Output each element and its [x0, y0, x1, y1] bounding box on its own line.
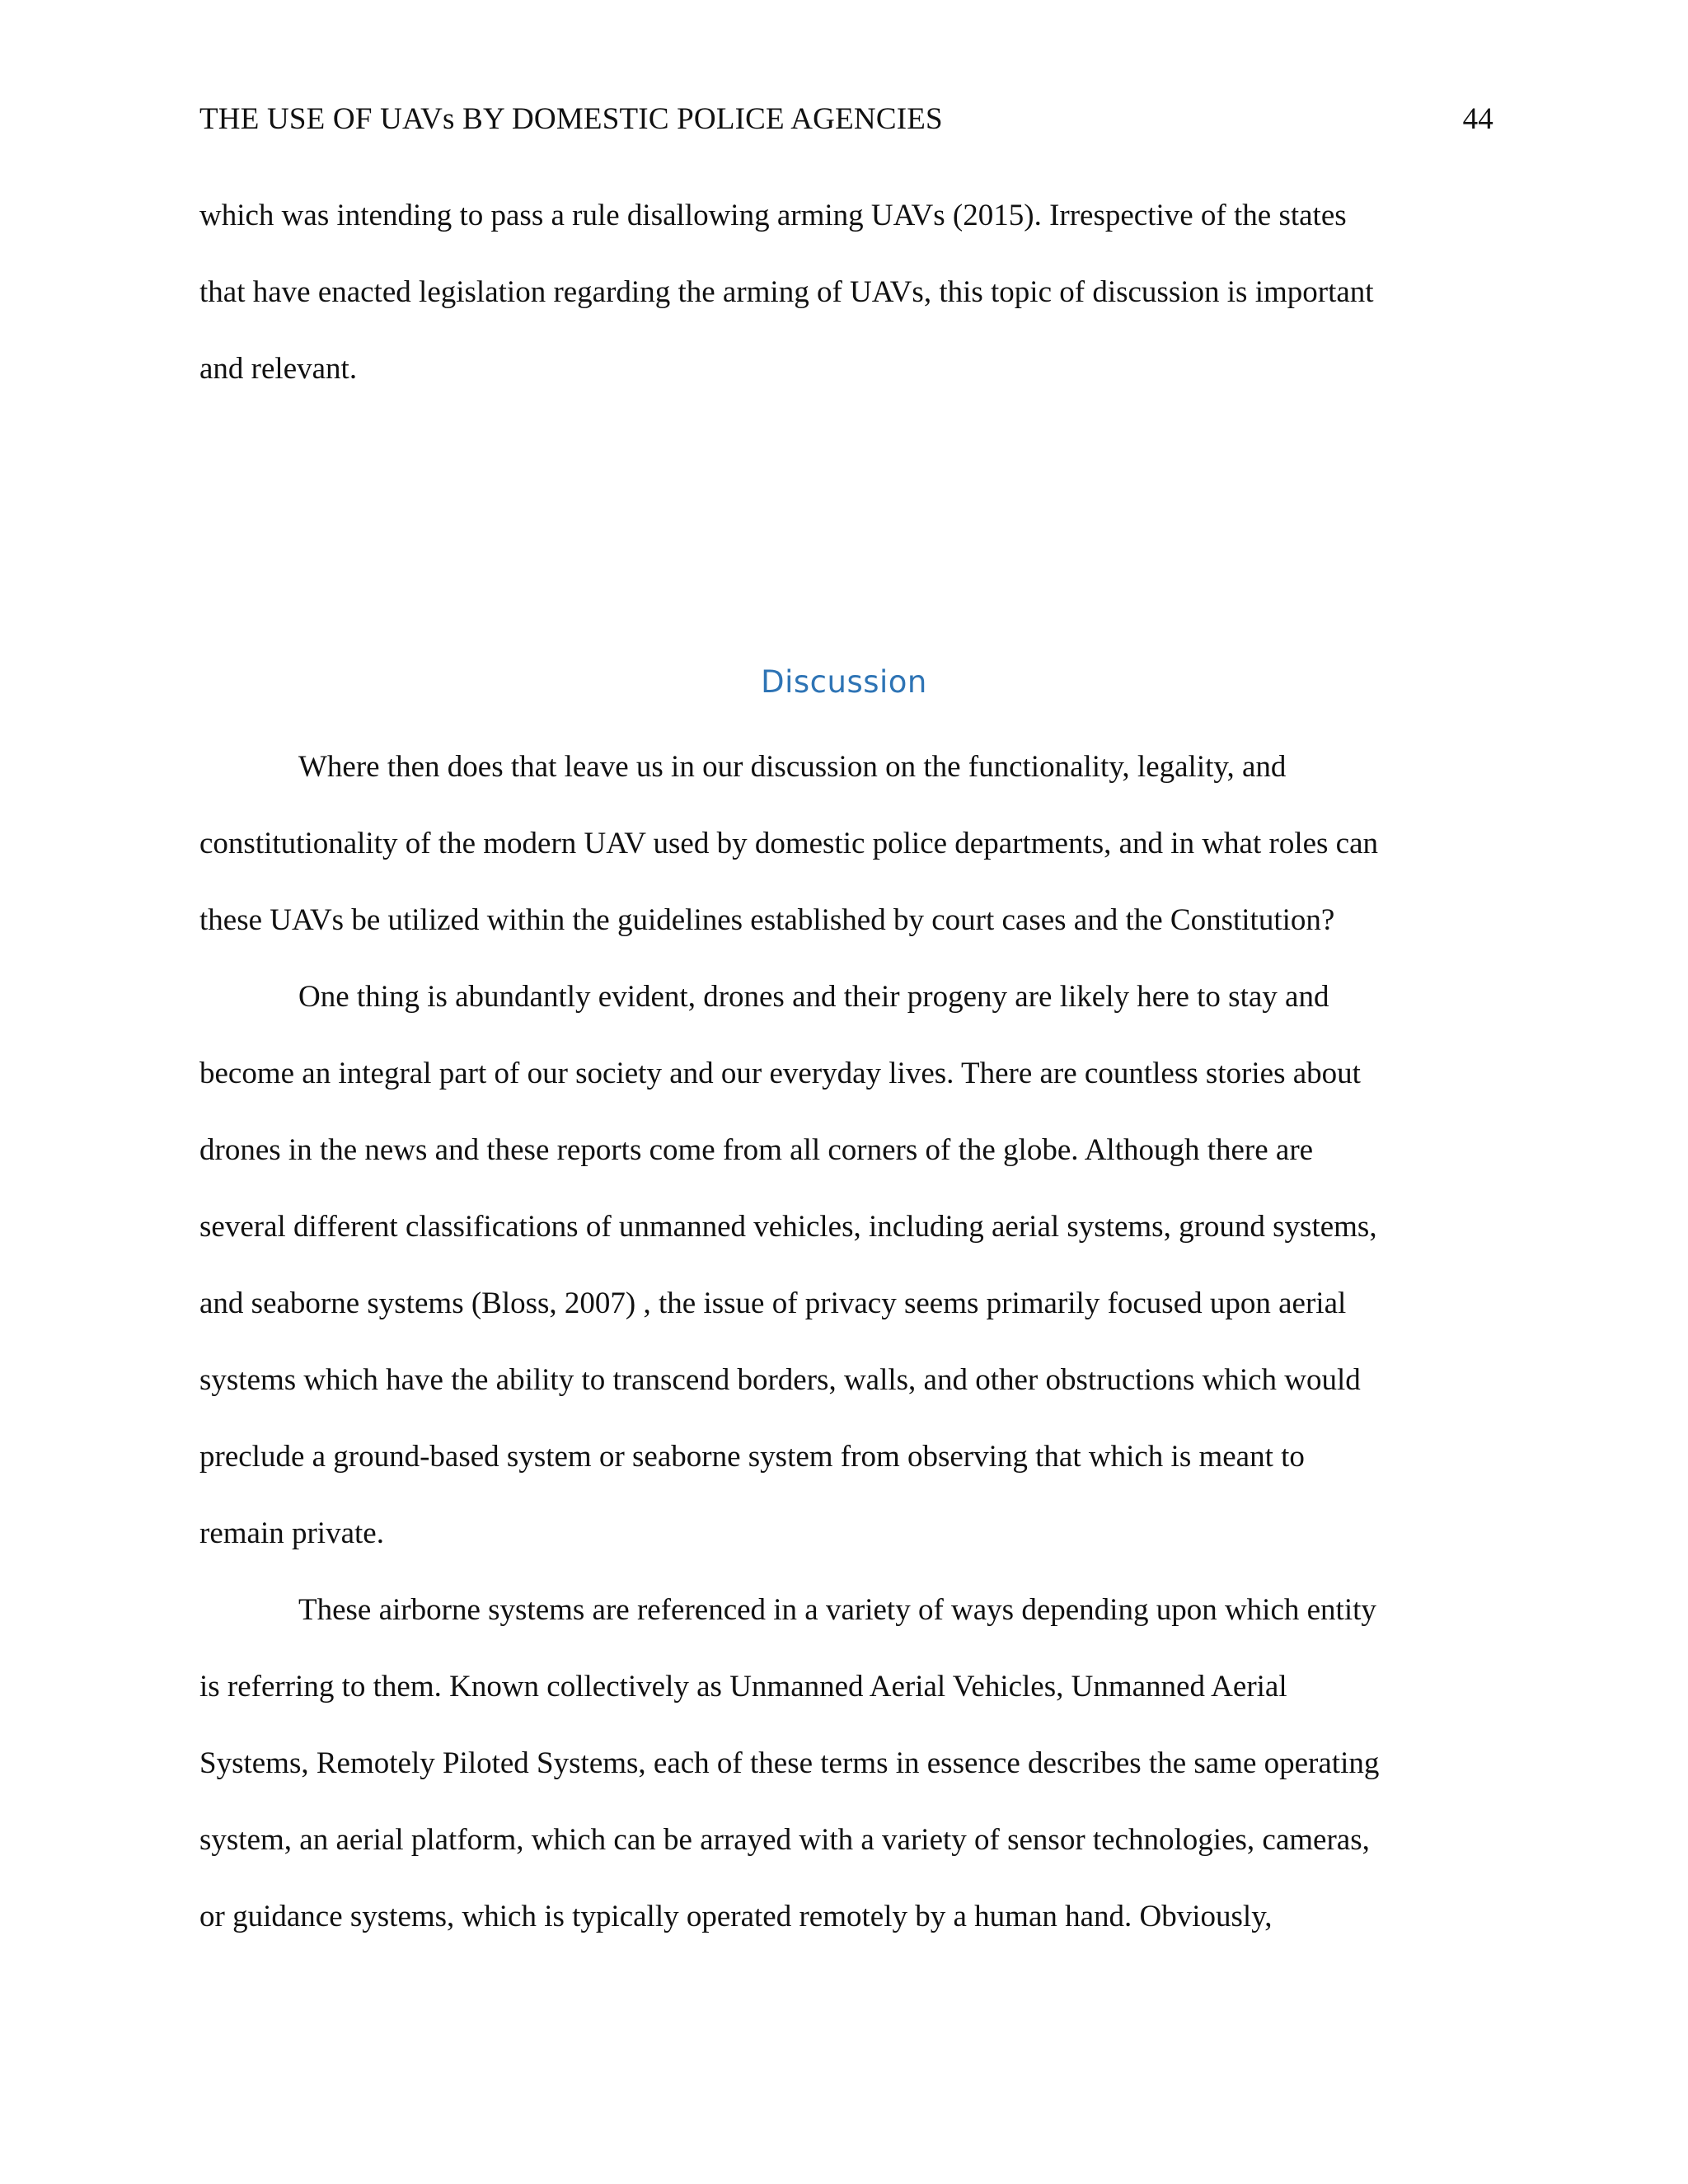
paragraph-2-line: preclude a ground-based system or seaborne system from observing that which is meant to [199, 1440, 1305, 1474]
paragraph-1-line: Where then does that leave us in our discussion on the functionality, legality, and [298, 750, 1287, 784]
paragraph-3-line: or guidance systems, which is typically operated remotely by a human hand. Obviously, [199, 1900, 1273, 1933]
paragraph-2-line: and seaborne systems (Bloss, 2007) , the issue of privacy seems primarily focused upon aerial [199, 1286, 1347, 1320]
paragraph-1-line: these UAVs be utilized within the guidelines established by court cases and the Constitution? [199, 903, 1335, 937]
page-number: 44 [1462, 102, 1493, 136]
paragraph-2-line: systems which have the ability to transcend borders, walls, and other obstructions which would [199, 1363, 1361, 1397]
paragraph-2-line: drones in the news and these reports come from all corners of the globe. Although there are [199, 1133, 1314, 1167]
paragraph-3-line: is referring to them. Known collectively as Unmanned Aerial Vehicles, Unmanned Aerial [199, 1670, 1287, 1704]
paragraph-2-line: One thing is abundantly evident, drones and their progeny are likely here to stay and [298, 980, 1329, 1014]
paragraph-2-line: become an integral part of our society and our everyday lives. There are countless stories about [199, 1057, 1361, 1090]
running-title: THE USE OF UAVs BY DOMESTIC POLICE AGENCIES [199, 102, 943, 136]
paragraph-3-line: Systems, Remotely Piloted Systems, each of these terms in essence describes the same operating [199, 1746, 1380, 1780]
paragraph-1-line: constitutionality of the modern UAV used by domestic police departments, and in what roles can [199, 827, 1379, 860]
paragraph-2-line: several different classifications of unmanned vehicles, including aerial systems, ground systems, [199, 1210, 1377, 1244]
paragraph-top-line: and relevant. [199, 352, 358, 386]
paragraph-top-line: that have enacted legislation regarding the arming of UAVs, this topic of discussion is important [199, 275, 1374, 309]
paragraph-top-line: which was intending to pass a rule disallowing arming UAVs (2015). Irrespective of the states [199, 199, 1347, 232]
running-head [199, 99, 1493, 140]
paragraph-2-line: remain private. [199, 1516, 384, 1550]
section-heading: Discussion [761, 664, 927, 700]
paragraph-3-line: These airborne systems are referenced in a variety of ways depending upon which entity [298, 1593, 1376, 1627]
paragraph-3-line: system, an aerial platform, which can be arrayed with a variety of sensor technologies, cameras, [199, 1823, 1370, 1857]
